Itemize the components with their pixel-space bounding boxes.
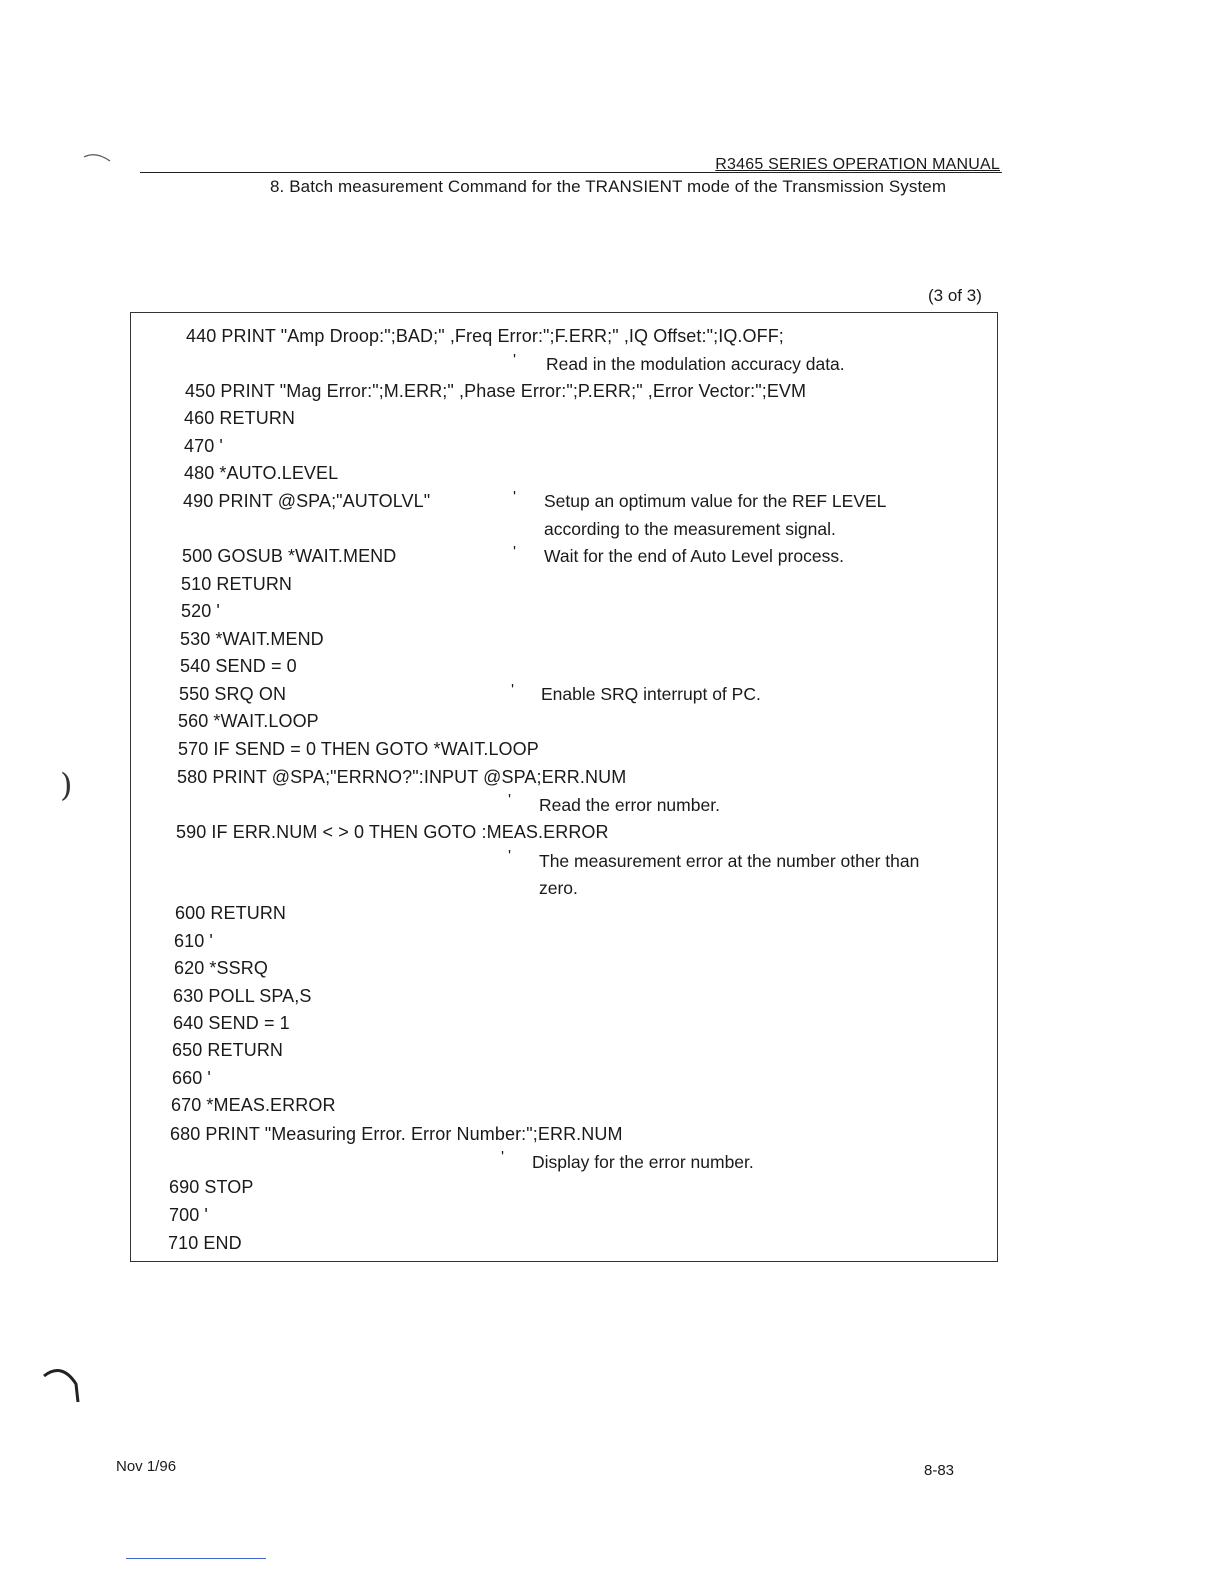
comment-mark: ' xyxy=(508,848,512,865)
comment-490-a: Setup an optimum value for the REF LEVEL xyxy=(544,491,887,511)
manual-title: R3465 SERIES OPERATION MANUAL xyxy=(715,156,1000,173)
code-line-550: 550 SRQ ON xyxy=(179,684,287,704)
code-line-580: 580 PRINT @SPA;"ERRNO?":INPUT @SPA;ERR.NUM xyxy=(177,767,627,787)
footer-date: Nov 1/96 xyxy=(116,1458,177,1475)
comment-mark: ' xyxy=(513,489,517,506)
code-line-500: 500 GOSUB *WAIT.MEND xyxy=(182,546,397,566)
comment-mark: ' xyxy=(501,1149,505,1166)
comment-440: Read in the modulation accuracy data. xyxy=(546,354,845,374)
code-line-650: 650 RETURN xyxy=(172,1040,284,1060)
code-line-640: 640 SEND = 1 xyxy=(173,1013,290,1033)
code-line-620: 620 *SSRQ xyxy=(174,958,268,978)
code-line-490: 490 PRINT @SPA;"AUTOLVL" xyxy=(183,491,431,511)
code-line-710: 710 END xyxy=(168,1233,242,1253)
code-line-560: 560 *WAIT.LOOP xyxy=(178,711,319,731)
comment-500: Wait for the end of Auto Level process. xyxy=(544,546,844,566)
comment-680: Display for the error number. xyxy=(532,1152,754,1172)
code-line-660: 660 ' xyxy=(172,1068,211,1088)
comment-550: Enable SRQ interrupt of PC. xyxy=(541,684,761,704)
margin-bracket-mark: ) xyxy=(60,766,73,804)
comment-mark: ' xyxy=(513,352,517,369)
code-line-520: 520 ' xyxy=(181,601,220,621)
code-line-540: 540 SEND = 0 xyxy=(180,656,297,676)
footer-page-number: 8-83 xyxy=(924,1462,955,1479)
comment-mark: ' xyxy=(511,682,515,699)
code-line-670: 670 *MEAS.ERROR xyxy=(171,1095,336,1115)
comment-mark: ' xyxy=(513,544,517,561)
code-line-600: 600 RETURN xyxy=(175,903,287,923)
code-line-470: 470 ' xyxy=(184,436,223,456)
section-title: 8. Batch measurement Command for the TRANSIENT mode of the Transmission System xyxy=(270,177,947,196)
binder-mark xyxy=(40,1362,90,1417)
code-line-690: 690 STOP xyxy=(169,1177,254,1197)
comment-mark: ' xyxy=(508,792,512,809)
bottom-underline xyxy=(126,1558,266,1559)
comment-590-b: zero. xyxy=(539,878,578,898)
code-line-480: 480 *AUTO.LEVEL xyxy=(184,463,339,483)
code-line-530: 530 *WAIT.MEND xyxy=(180,629,324,649)
header-rule xyxy=(140,172,1002,173)
code-line-700: 700 ' xyxy=(169,1205,208,1225)
comment-590-a: The measurement error at the number other than xyxy=(539,851,920,871)
code-line-510: 510 RETURN xyxy=(181,574,293,594)
code-line-630: 630 POLL SPA,S xyxy=(173,986,312,1006)
code-line-460: 460 RETURN xyxy=(184,408,296,428)
comment-580: Read the error number. xyxy=(539,795,720,815)
code-line-570: 570 IF SEND = 0 THEN GOTO *WAIT.LOOP xyxy=(178,739,539,759)
code-line-610: 610 ' xyxy=(174,931,213,951)
page-of-label: (3 of 3) xyxy=(928,286,982,305)
code-line-450: 450 PRINT "Mag Error:";M.ERR;" ,Phase Error:";P.ERR;" ,Error Vector:";EVM xyxy=(185,381,807,401)
code-line-440: 440 PRINT "Amp Droop:";BAD;" ,Freq Error:";F.ERR;" ,IQ Offset:";IQ.OFF; xyxy=(186,326,784,346)
comment-490-b: according to the measurement signal. xyxy=(544,519,836,539)
scan-mark-top xyxy=(82,150,112,162)
code-line-590: 590 IF ERR.NUM < > 0 THEN GOTO :MEAS.ERROR xyxy=(176,822,609,842)
code-line-680: 680 PRINT "Measuring Error. Error Number:";ERR.NUM xyxy=(170,1124,623,1144)
